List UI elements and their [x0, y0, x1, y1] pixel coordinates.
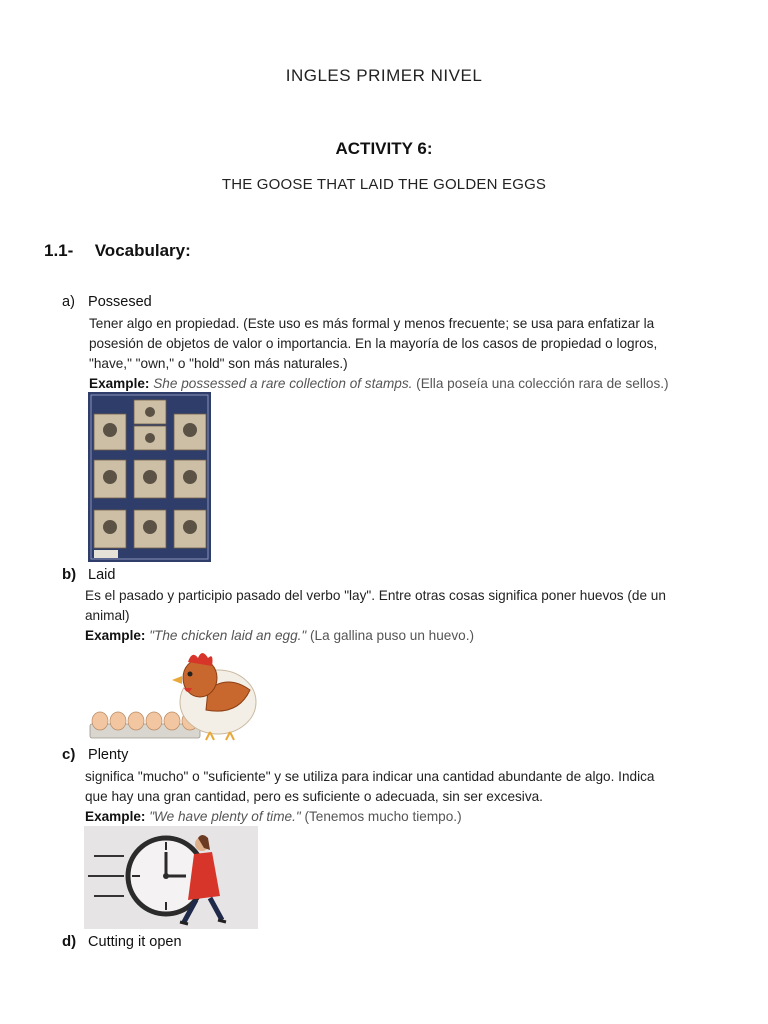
definition-line: animal) — [85, 608, 130, 623]
definition-line: Tener algo en propiedad. (Este uso es más formal y menos frecuente; se usa para enfatizar la — [89, 316, 655, 331]
stamp-collection-icon — [88, 392, 211, 562]
item-marker: b) — [62, 566, 77, 583]
definition-line: Es el pasado y participio pasado del verbo "lay". Entre otras cosas significa poner huevos (de un — [85, 588, 666, 603]
example-label: Example: — [85, 628, 146, 643]
example-sentence: She possessed a rare collection of stamps. — [149, 376, 413, 391]
item-marker: c) — [62, 746, 76, 763]
example-translation: (Tenemos mucho tiempo.) — [300, 809, 462, 824]
section-title: Vocabulary: — [94, 241, 191, 260]
example-sentence: "The chicken laid an egg." — [145, 628, 307, 643]
clock-runner-icon — [84, 826, 258, 929]
example-line — [85, 626, 755, 646]
item-marker: d) — [62, 933, 77, 950]
definition-line: "have," "own," o "hold" son más naturales.) — [89, 356, 348, 371]
hen-with-eggs-icon — [88, 644, 260, 742]
vocab-item-d-title — [62, 933, 182, 950]
definition-line: significa "mucho" o "suficiente" y se utiliza para indicar una cantidad abundante de algo. Indica — [85, 769, 655, 784]
section-number: 1.1- — [44, 241, 74, 260]
vocab-word: Possesed — [88, 294, 152, 310]
vocab-item-b-title — [62, 566, 115, 583]
vocab-word: Cutting it open — [88, 934, 182, 950]
activity-title: ACTIVITY 6: — [335, 139, 433, 158]
vocab-item-c-title — [62, 746, 128, 763]
vocab-word: Plenty — [88, 747, 129, 763]
vocab-word: Laid — [88, 567, 116, 583]
example-label: Example: — [89, 376, 150, 391]
definition-line: que hay una gran cantidad, pero es suficiente o adecuada, sin ser excesiva. — [85, 789, 543, 804]
section-heading — [44, 241, 191, 261]
activity-subtitle: THE GOOSE THAT LAID THE GOLDEN EGGS — [221, 176, 547, 193]
vocab-item-b-body — [85, 586, 755, 646]
definition-line: posesión de objetos de valor o importancia. En la mayoría de los casos de propiedad o logros, — [89, 336, 658, 351]
item-marker: a) — [62, 294, 75, 310]
vocab-item-a-title — [62, 294, 152, 310]
vocab-item-a-body — [89, 314, 749, 394]
page-header: INGLES PRIMER NIVEL — [285, 66, 483, 85]
example-label: Example: — [85, 809, 146, 824]
example-line — [89, 374, 749, 394]
vocab-item-c-body — [85, 767, 755, 827]
example-translation: (La gallina puso un huevo.) — [306, 628, 475, 643]
example-translation: (Ella poseía una colección rara de sellos.) — [412, 376, 669, 391]
example-line — [85, 807, 755, 827]
example-sentence: "We have plenty of time." — [145, 809, 301, 824]
